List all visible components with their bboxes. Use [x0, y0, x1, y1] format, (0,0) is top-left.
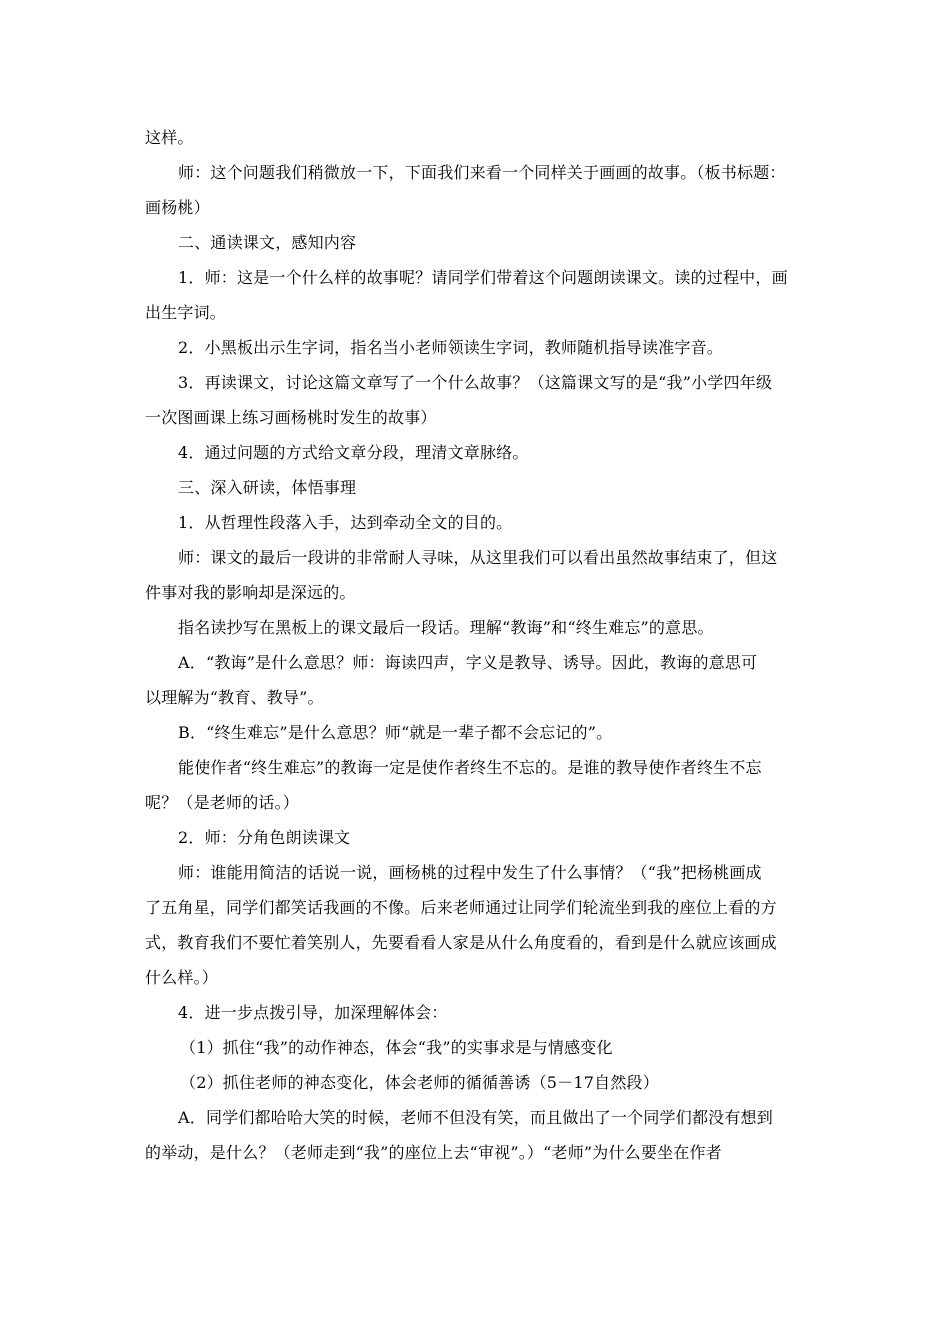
- text-line: 2．小黑板出示生字词，指名当小老师领读生字词，教师随机指导读准字音。: [178, 338, 723, 357]
- text-line: 了五角星，同学们都笑话我画的不像。后来老师通过让同学们轮流坐到我的座位上看的方: [145, 898, 777, 917]
- text-line: 1．从哲理性段落入手，达到牵动全文的目的。: [178, 513, 513, 532]
- section-heading: 三、深入研读，体悟事理: [178, 478, 357, 497]
- text-line: 3．再读课文，讨论这篇文章写了一个什么故事？（这篇课文写的是“我”小学四年级: [178, 373, 773, 392]
- text-line: 画杨桃）: [145, 198, 210, 217]
- text-line: 一次图画课上练习画杨桃时发生的故事）: [145, 408, 437, 427]
- text-line: B．“终生难忘”是什么意思？师“就是一辈子都不会忘记的”。: [178, 723, 613, 742]
- text-line: 的举动，是什么？（老师走到“我”的座位上去“审视”。）“老师”为什么要坐在作者: [145, 1143, 722, 1162]
- text-line: 2．师：分角色朗读课文: [178, 828, 351, 847]
- text-line: 式，教育我们不要忙着笑别人，先要看看人家是从什么角度看的，看到是什么就应该画成: [145, 933, 777, 952]
- text-line: A．同学们都哈哈大笑的时候，老师不但没有笑，而且做出了一个同学们都没有想到: [178, 1108, 773, 1127]
- text-line: 以理解为“教育、教导”。: [145, 688, 324, 707]
- text-line: 指名读抄写在黑板上的课文最后一段话。理解“教诲”和“终生难忘”的意思。: [178, 618, 714, 637]
- text-line: 能使作者“终生难忘”的教诲一定是使作者终生不忘的。是谁的教导使作者终生不忘: [178, 758, 762, 777]
- text-line: 出生字词。: [145, 303, 227, 322]
- text-line: A．“教诲”是什么意思？师：诲读四声，字义是教导、诱导。因此，教诲的意思可: [178, 653, 758, 672]
- text-line: 师：谁能用简洁的话说一说，画杨桃的过程中发生了什么事情？（“我”把杨桃画成: [178, 863, 762, 882]
- text-line: 4．通过问题的方式给文章分段，理清文章脉络。: [178, 443, 529, 462]
- text-line: 呢？（是老师的话。）: [145, 793, 300, 812]
- text-line: 师：课文的最后一段讲的非常耐人寻味，从这里我们可以看出虽然故事结束了，但这: [178, 548, 778, 567]
- section-heading: 二、通读课文，感知内容: [178, 233, 357, 252]
- text-line: 师：这个问题我们稍微放一下，下面我们来看一个同样关于画画的故事。（板书标题：: [178, 163, 786, 182]
- text-line: （2）抓住老师的神态变化，体会老师的循循善诱（5－17自然段）: [180, 1073, 659, 1092]
- text-line: 什么样。）: [145, 968, 219, 987]
- text-line: 这样。: [145, 128, 194, 147]
- text-line: 1．师：这是一个什么样的故事呢？请同学们带着这个问题朗读课文。读的过程中，画: [178, 268, 788, 287]
- text-line: 件事对我的影响却是深远的。: [145, 583, 356, 602]
- text-line: 4．进一步点拨引导，加深理解体会：: [178, 1003, 448, 1022]
- text-line: （1）抓住“我”的动作神态，体会“我”的实事求是与情感变化: [180, 1038, 613, 1057]
